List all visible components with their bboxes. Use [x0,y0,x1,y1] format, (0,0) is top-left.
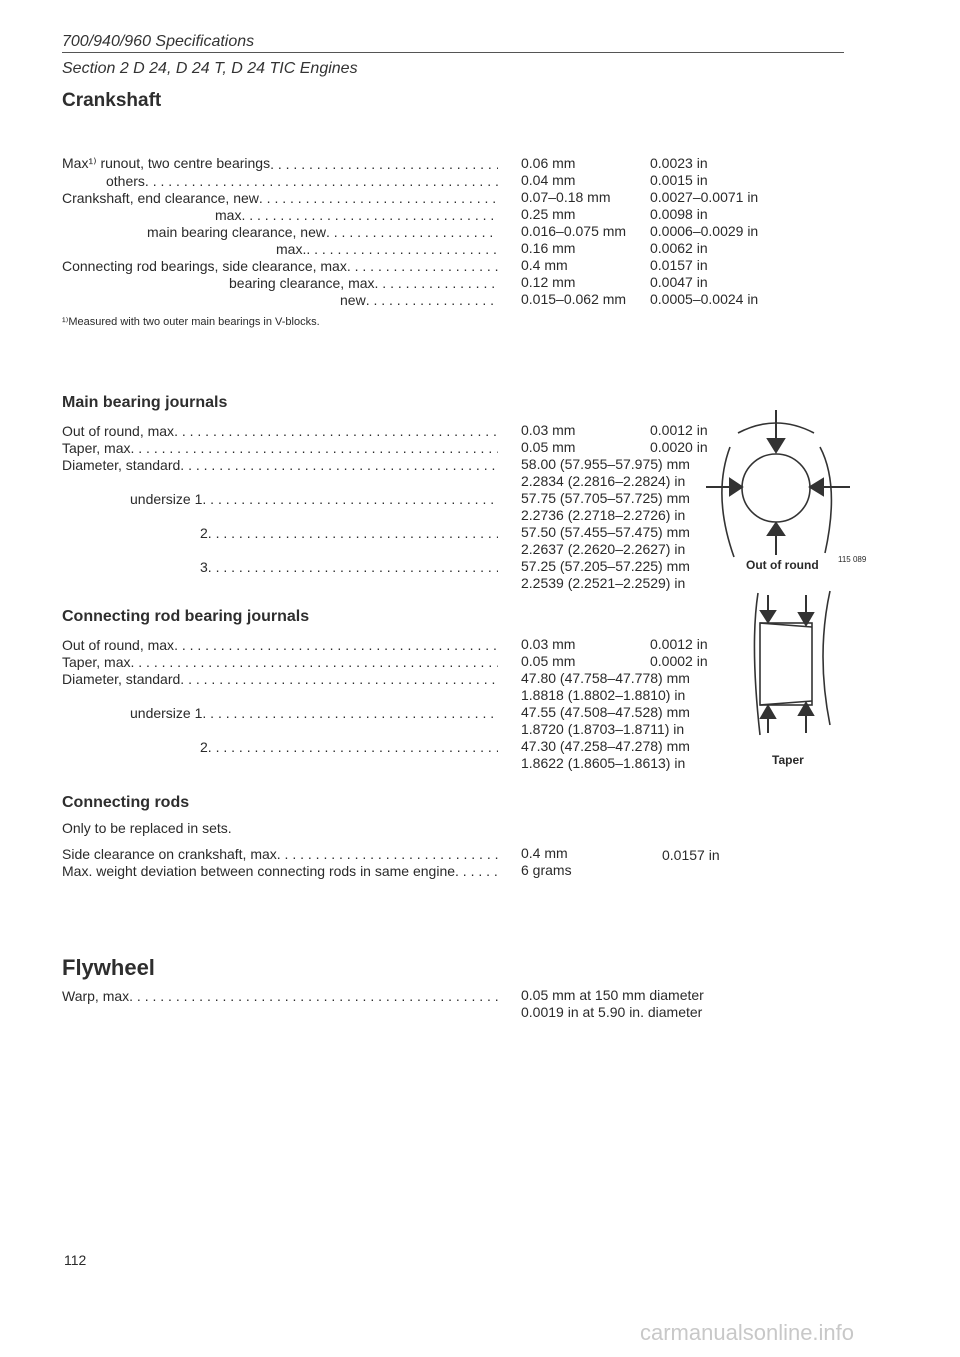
spec-label: Taper, max [62,440,131,456]
header-rule [62,52,844,53]
journal-side-view [760,623,812,705]
crankshaft-heading: Crankshaft [62,90,162,111]
spec-label: max [215,207,242,223]
leader-dots [208,559,498,575]
spec-value-in: 0.0098 in [650,206,708,222]
spec-label: Connecting rod bearings, side clearance, max [62,258,347,274]
spec-value-in: 2.2637 (2.2620–2.2627) in [521,541,686,557]
spec-row [62,490,498,507]
spec-label: max. [276,241,307,257]
figure-number: 115 089 [838,555,867,564]
spec-label: Warp, max [62,988,130,1004]
spec-value-in: 0.0157 in [650,257,708,273]
leader-dots [208,525,498,541]
arrow-right-icon [730,479,742,495]
spec-row [62,845,498,862]
spec-value-in: 2.2736 (2.2718–2.2726) in [521,507,686,523]
leader-dots [180,671,498,687]
spec-row [62,704,498,721]
spec-row [62,291,498,308]
spec-value-in: 0.0005–0.0024 in [650,291,759,307]
spec-row [62,223,498,240]
spec-value-in: 1.8818 (1.8802–1.8810) in [521,687,686,703]
spec-value-mm: 0.4 mm [521,257,568,273]
leader-dots [375,275,498,291]
spec-value-mm: 0.12 mm [521,274,576,290]
spec-row [62,422,498,439]
spec-row [62,172,498,189]
spec-value-mm: 47.55 (47.508–47.528) mm [521,704,690,720]
spec-value-mm: 0.06 mm [521,155,576,171]
spec-value-mm: 0.05 mm [521,653,576,669]
page-number: 112 [64,1252,87,1268]
spec-row [62,439,498,456]
spec-value-in: 2.2539 (2.2521–2.2529) in [521,575,686,591]
spec-label: undersize 1 [130,705,203,721]
spec-value-in: 0.0027–0.0071 in [650,189,759,205]
leader-dots [202,705,498,721]
gauge-line-right [823,591,830,725]
spec-label: Diameter, standard [62,457,181,473]
spec-label: Max¹⁾ runout, two centre bearings [62,155,271,171]
leader-dots [130,440,498,456]
spec-value-in: 0.0006–0.0029 in [650,223,759,239]
running-header-title: 700/940/960 Specifications [62,33,255,50]
spec-value-mm: 47.30 (47.258–47.278) mm [521,738,690,754]
arrow-down-icon [768,439,784,452]
gauge-arc-right [820,447,831,553]
spec-row [62,189,498,206]
spec-label: bearing clearance, max [229,275,375,291]
spec-label: 2 [200,739,208,755]
leader-dots [130,654,498,670]
arrow-up-icon [768,523,784,535]
spec-row [62,862,498,879]
spec-value-mm: 0.015–0.062 mm [521,291,627,307]
leader-dots [129,988,498,1004]
arrow-up-icon [761,706,775,718]
spec-value-mm: 0.25 mm [521,206,576,222]
spec-label: others [106,173,145,189]
spec-row [62,670,498,687]
leader-dots [270,156,498,172]
leader-dots [180,457,498,473]
spec-row [62,653,498,670]
spec-label: main bearing clearance, new [147,224,326,240]
leader-dots [326,224,498,240]
spec-value-mm: 0.03 mm [521,422,576,438]
spec-row [62,987,498,1004]
leader-dots [306,241,498,257]
spec-value-in: 0.0023 in [650,155,708,171]
spec-value-in: 0.0015 in [650,172,708,188]
connecting-rods-heading: Connecting rods [62,794,190,811]
spec-value-mm: 0.05 mm at 150 mm diameter [521,987,704,1003]
spec-row [62,206,498,223]
spec-label: Taper, max [62,654,131,670]
spec-row [62,274,498,291]
leader-dots [366,292,498,308]
spec-value-in: 0.0020 in [650,439,708,455]
spec-row [62,558,498,575]
journal-cross-section [742,454,810,522]
leader-dots [174,423,498,439]
spec-value-mm: 0.05 mm [521,439,576,455]
spec-value-in: 1.8720 (1.8703–1.8711) in [521,721,685,737]
spec-value-mm: 0.16 mm [521,240,576,256]
spec-label: Diameter, standard [62,671,181,687]
leader-dots [277,846,498,862]
spec-label: Out of round, max [62,423,175,439]
running-header-section: Section 2 D 24, D 24 T, D 24 TIC Engines [62,60,358,77]
spec-value-in: 0.0012 in [650,422,708,438]
leader-dots [455,863,498,879]
flywheel-heading: Flywheel [62,955,155,980]
spec-label: new [340,292,366,308]
spec-value-in: 0.0047 in [650,274,708,290]
spec-row [62,738,498,755]
spec-value-mm: 0.4 mm [521,845,568,861]
spec-value-mm: 0.04 mm [521,172,576,188]
spec-label: Side clearance on crankshaft, max [62,846,277,862]
leader-dots [259,190,498,206]
spec-row [62,257,498,274]
spec-value-in: 2.2834 (2.2816–2.2824) in [521,473,686,489]
spec-value-in: 0.0062 in [650,240,708,256]
spec-value-in: 0.0012 in [650,636,708,652]
spec-value-mm: 0.03 mm [521,636,576,652]
spec-row [62,456,498,473]
spec-value-in: 0.0019 in at 5.90 in. diameter [521,1004,703,1020]
leader-dots [202,491,498,507]
arrow-down-icon [761,611,775,622]
spec-label: undersize 1 [130,491,203,507]
spec-label: Max. weight deviation between connecting rods in same engine [62,863,456,879]
gauge-arc-left [722,447,734,557]
spec-value-mm: 6 grams [521,862,572,878]
watermark: carmanualsonline.info [640,1320,855,1345]
out-of-round-caption: Out of round [746,558,819,572]
spec-value-in: 1.8622 (1.8605–1.8613) in [521,755,686,771]
taper-diagram [730,585,850,755]
leader-dots [145,173,498,189]
spec-label: 3 [200,559,208,575]
spec-row [62,240,498,257]
spec-value-mm: 47.80 (47.758–47.778) mm [521,670,690,686]
leader-dots [174,637,498,653]
spec-label: 2 [200,525,208,541]
spec-row [62,524,498,541]
spec-row [62,636,498,653]
arrow-left-icon [810,479,823,495]
spec-value-in: 0.0157 in [662,847,720,863]
spec-value-mm: 0.016–0.075 mm [521,223,627,239]
leader-dots [347,258,498,274]
spec-label: Out of round, max [62,637,175,653]
spec-value-mm: 57.25 (57.205–57.225) mm [521,558,690,574]
crankshaft-footnote: ¹⁾Measured with two outer main bearings in V-blocks. [62,316,320,328]
spec-value-in: 0.0002 in [650,653,708,669]
main-journals-heading: Main bearing journals [62,394,228,411]
taper-caption: Taper [772,753,804,767]
spec-value-mm: 57.50 (57.455–57.475) mm [521,524,690,540]
spec-value-mm: 57.75 (57.705–57.725) mm [521,490,690,506]
spec-value-mm: 58.00 (57.955–57.975) mm [521,456,690,472]
leader-dots [241,207,498,223]
connecting-rods-note: Only to be replaced in sets. [62,820,232,836]
leader-dots [208,739,498,755]
spec-value-mm: 0.07–0.18 mm [521,189,611,205]
rod-journals-heading: Connecting rod bearing journals [62,608,310,625]
spec-label: Crankshaft, end clearance, new [62,190,259,206]
spec-row [62,155,498,172]
gauge-line-left [754,593,760,735]
